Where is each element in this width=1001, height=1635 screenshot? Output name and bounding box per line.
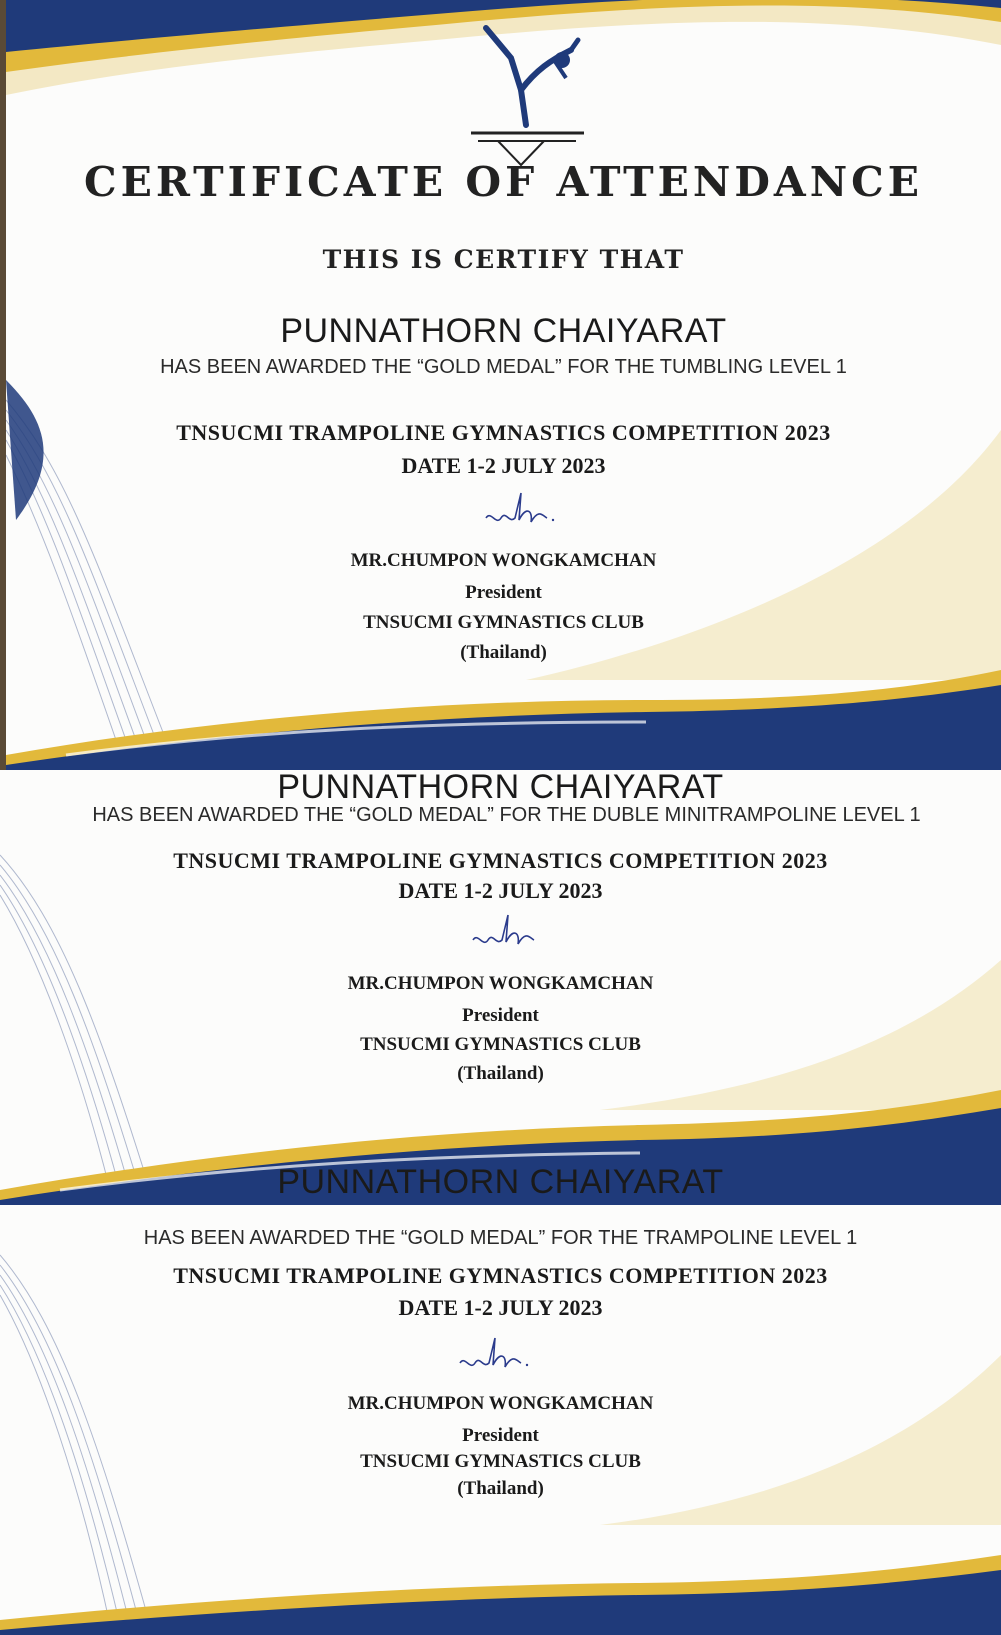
certify-line: THIS IS CERTIFY THAT — [322, 245, 685, 274]
event-name: TNSUCMI TRAMPOLINE GYMNASTICS COMPETITION 2023 — [173, 848, 828, 873]
award-line: HAS BEEN AWARDED THE “GOLD MEDAL” FOR THE DUBLE MINITRAMPOLINE LEVEL 1 — [92, 804, 921, 826]
signatory-position: President — [462, 1005, 539, 1026]
signature-icon — [468, 910, 548, 955]
certificate-3 — [0, 1163, 1001, 1635]
club-name: TNSUCMI GYMNASTICS CLUB — [360, 1451, 641, 1472]
club-country: (Thailand) — [460, 642, 547, 663]
signature-icon — [455, 1333, 535, 1378]
certificate-2 — [0, 770, 1001, 1205]
recipient-name: PUNNATHORN CHAIYARAT — [277, 1163, 724, 1201]
recipient-name: PUNNATHORN CHAIYARAT — [280, 312, 727, 350]
event-name: TNSUCMI TRAMPOLINE GYMNASTICS COMPETITION 2023 — [176, 420, 831, 445]
award-line: HAS BEEN AWARDED THE “GOLD MEDAL” FOR THE TUMBLING LEVEL 1 — [160, 356, 847, 378]
certificate-title: CERTIFICATE OF ATTENDANCE — [83, 158, 924, 206]
event-date: DATE 1-2 JULY 2023 — [398, 1295, 603, 1320]
club-name: TNSUCMI GYMNASTICS CLUB — [363, 612, 644, 633]
gymnast-logo-icon — [471, 28, 584, 165]
signatory-position: President — [465, 582, 542, 603]
event-name: TNSUCMI TRAMPOLINE GYMNASTICS COMPETITION 2023 — [173, 1263, 828, 1288]
certificate-1 — [6, 0, 1001, 770]
club-name: TNSUCMI GYMNASTICS CLUB — [360, 1034, 641, 1055]
award-line: HAS BEEN AWARDED THE “GOLD MEDAL” FOR THE TRAMPOLINE LEVEL 1 — [143, 1227, 858, 1249]
recipient-name: PUNNATHORN CHAIYARAT — [277, 768, 724, 806]
club-country: (Thailand) — [457, 1478, 544, 1499]
event-date: DATE 1-2 JULY 2023 — [398, 878, 603, 903]
signature-icon — [481, 488, 561, 533]
club-country: (Thailand) — [457, 1063, 544, 1084]
event-date: DATE 1-2 JULY 2023 — [401, 453, 606, 478]
signatory-name: MR.CHUMPON WONGKAMCHAN — [350, 550, 657, 571]
signatory-name: MR.CHUMPON WONGKAMCHAN — [347, 1393, 654, 1414]
signatory-position: President — [462, 1425, 539, 1446]
signatory-name: MR.CHUMPON WONGKAMCHAN — [347, 973, 654, 994]
